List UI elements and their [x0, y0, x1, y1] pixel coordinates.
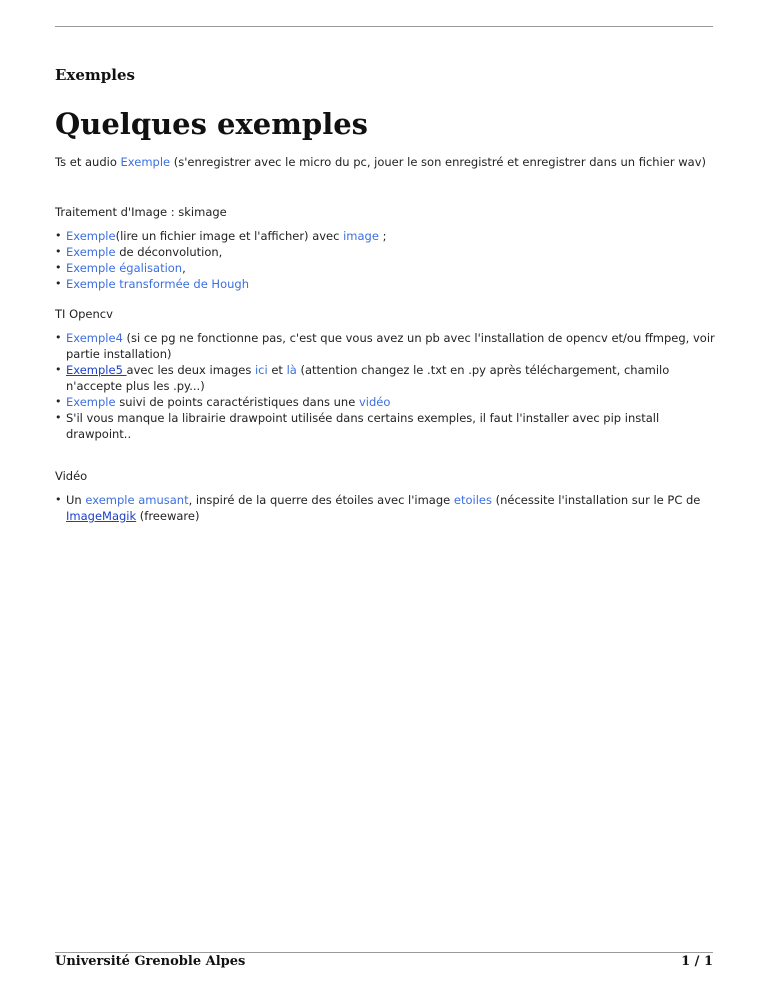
item-text: (freeware) [136, 509, 200, 523]
item-text: (si ce pg ne fonctionne pas, c'est que vous avez un pb avec l'installation de opencv et/ou ffmpeg, voir partie installation) [66, 331, 715, 361]
exemple-deconvolution-link[interactable]: Exemple [66, 245, 116, 259]
item-text: S'il vous manque la librairie drawpoint utilisée dans certains exemples, il faut l'installer avec pip install drawpoint.. [66, 411, 660, 441]
item-text: suivi de points caractéristiques dans une [115, 395, 359, 409]
bullet-icon: • [55, 493, 62, 506]
item-text: , [182, 261, 186, 275]
la-link[interactable]: là [286, 363, 297, 377]
exemple-hough-link[interactable]: Exemple transformée de Hough [66, 277, 249, 291]
video-list [55, 492, 715, 524]
opencv-section [55, 306, 715, 442]
item-text: et [267, 363, 287, 377]
imagemagik-link[interactable]: ImageMagik [66, 509, 137, 523]
traitement-heading: Traitement d'Image : skimage [55, 205, 227, 219]
list-item [55, 244, 715, 260]
list-item [55, 228, 715, 244]
ts-audio-suffix: (s'enregistrer avec le micro du pc, jouer le son enregistré et enregistrer dans un fichier wav) [170, 155, 706, 169]
traitement-section [55, 204, 715, 292]
exemple-link[interactable]: Exemple [66, 229, 116, 243]
page-number: 1 / 1 [681, 954, 713, 969]
section-label: Exemples [55, 66, 135, 84]
exemple4-link[interactable]: Exemple4 [66, 331, 123, 345]
list-item [55, 362, 715, 394]
list-item [55, 330, 715, 362]
exemple-amusant-link[interactable]: exemple amusant [85, 493, 189, 507]
item-text: ; [378, 229, 387, 243]
list-item [55, 492, 715, 524]
page-title: Quelques exemples [55, 107, 368, 141]
item-text: (attention changez le .txt en .py après téléchargement, chamilo n'accepte plus les .py...) [66, 363, 670, 393]
item-text: Un [66, 493, 86, 507]
ts-audio-section [55, 154, 715, 170]
opencv-list [55, 330, 715, 442]
ici-link[interactable]: ici [254, 363, 268, 377]
list-item [55, 394, 715, 410]
list-item [55, 260, 715, 276]
bullet-icon: • [55, 245, 62, 258]
bullet-icon: • [55, 261, 62, 274]
exemple-egalisation-link[interactable]: Exemple égalisation [66, 261, 183, 275]
header-rule [55, 26, 713, 27]
bullet-icon: • [55, 277, 62, 290]
traitement-list [55, 228, 715, 292]
item-text: avec les deux images [126, 363, 255, 377]
video-link[interactable]: vidéo [358, 395, 391, 409]
list-item [55, 276, 715, 292]
opencv-heading: TI Opencv [55, 307, 113, 321]
list-item [55, 410, 715, 442]
video-heading: Vidéo [55, 469, 88, 483]
video-section [55, 468, 715, 524]
etoiles-link[interactable]: etoiles [453, 493, 492, 507]
item-text: , inspiré de la querre des étoiles avec l'image [188, 493, 454, 507]
item-text: de déconvolution, [115, 245, 223, 259]
exemple5-link[interactable]: Exemple5 [66, 363, 127, 377]
bullet-icon: • [55, 229, 62, 242]
footer-rule [55, 952, 713, 953]
bullet-icon: • [55, 395, 62, 408]
item-text: (nécessite l'installation sur le PC de [491, 493, 701, 507]
exemple-suivi-link[interactable]: Exemple [66, 395, 116, 409]
bullet-icon: • [55, 411, 62, 424]
bullet-icon: • [55, 363, 62, 376]
item-text: (lire un fichier image et l'afficher) avec [115, 229, 344, 243]
ts-audio-example-link[interactable]: Exemple [120, 155, 171, 169]
footer-institution: Université Grenoble Alpes [55, 954, 246, 969]
ts-audio-paragraph [55, 154, 715, 170]
image-link[interactable]: image [343, 229, 379, 243]
bullet-icon: • [55, 331, 62, 344]
ts-audio-prefix: Ts et audio [55, 155, 121, 169]
